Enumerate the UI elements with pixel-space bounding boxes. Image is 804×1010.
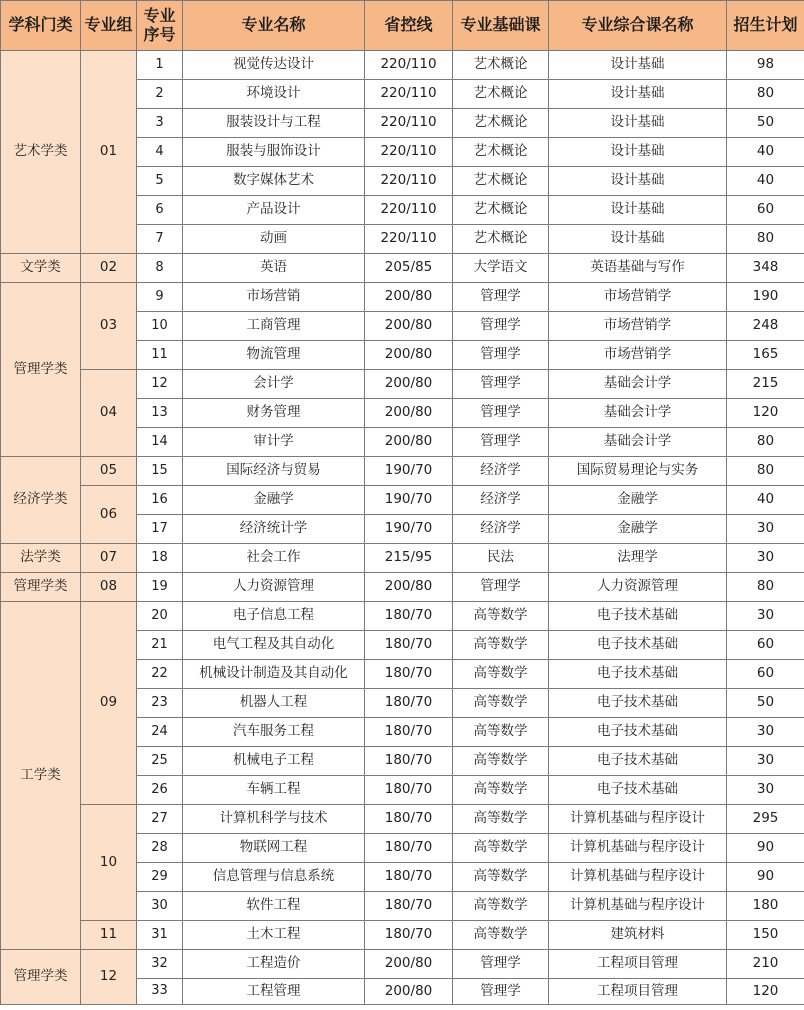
comprehensive-course-cell: 国际贸易理论与实务 xyxy=(549,457,727,486)
group-cell: 09 xyxy=(81,602,137,805)
seq-cell: 6 xyxy=(137,196,183,225)
seq-cell: 24 xyxy=(137,718,183,747)
control-line-cell: 200/80 xyxy=(365,312,453,341)
category-cell: 管理学类 xyxy=(1,283,81,457)
seq-cell: 3 xyxy=(137,109,183,138)
enrollment-plan-cell: 248 xyxy=(727,312,804,341)
basic-course-cell: 高等数学 xyxy=(453,631,549,660)
comprehensive-course-cell: 电子技术基础 xyxy=(549,660,727,689)
table-body xyxy=(1,51,804,1005)
comprehensive-course-cell: 金融学 xyxy=(549,515,727,544)
basic-course-cell: 高等数学 xyxy=(453,805,549,834)
table-row xyxy=(1,921,804,950)
control-line-cell: 180/70 xyxy=(365,921,453,950)
enrollment-plan-cell: 30 xyxy=(727,747,804,776)
header-row xyxy=(1,1,804,51)
major-cell: 市场营销 xyxy=(183,283,365,312)
basic-course-cell: 艺术概论 xyxy=(453,225,549,254)
basic-course-cell: 管理学 xyxy=(453,341,549,370)
major-cell: 电气工程及其自动化 xyxy=(183,631,365,660)
seq-cell: 8 xyxy=(137,254,183,283)
control-line-cell: 180/70 xyxy=(365,805,453,834)
enrollment-plan-cell: 60 xyxy=(727,196,804,225)
comprehensive-course-cell: 电子技术基础 xyxy=(549,747,727,776)
seq-cell: 33 xyxy=(137,979,183,1005)
seq-cell: 31 xyxy=(137,921,183,950)
control-line-cell: 190/70 xyxy=(365,457,453,486)
seq-cell: 26 xyxy=(137,776,183,805)
category-cell: 文学类 xyxy=(1,254,81,283)
comprehensive-course-cell: 人力资源管理 xyxy=(549,573,727,602)
major-cell: 动画 xyxy=(183,225,365,254)
enrollment-plan-cell: 60 xyxy=(727,660,804,689)
comprehensive-course-cell: 金融学 xyxy=(549,486,727,515)
seq-cell: 15 xyxy=(137,457,183,486)
major-cell: 国际经济与贸易 xyxy=(183,457,365,486)
group-cell: 03 xyxy=(81,283,137,370)
major-cell: 产品设计 xyxy=(183,196,365,225)
major-cell: 工程管理 xyxy=(183,979,365,1005)
table-row xyxy=(1,254,804,283)
basic-course-cell: 高等数学 xyxy=(453,834,549,863)
basic-course-cell: 经济学 xyxy=(453,457,549,486)
group-cell: 04 xyxy=(81,370,137,457)
category-cell: 经济学类 xyxy=(1,457,81,544)
table-row xyxy=(1,602,804,631)
basic-course-cell: 艺术概论 xyxy=(453,51,549,80)
enrollment-plan-cell: 210 xyxy=(727,950,804,979)
basic-course-cell: 艺术概论 xyxy=(453,196,549,225)
control-line-cell: 220/110 xyxy=(365,138,453,167)
comprehensive-course-cell: 工程项目管理 xyxy=(549,950,727,979)
enrollment-plan-cell: 90 xyxy=(727,863,804,892)
seq-cell: 16 xyxy=(137,486,183,515)
basic-course-cell: 管理学 xyxy=(453,312,549,341)
major-cell: 工商管理 xyxy=(183,312,365,341)
seq-cell: 12 xyxy=(137,370,183,399)
seq-cell: 30 xyxy=(137,892,183,921)
header-seq xyxy=(137,1,183,51)
comprehensive-course-cell: 电子技术基础 xyxy=(549,776,727,805)
header-enrollment-plan: 招生计划 xyxy=(727,1,804,51)
enrollment-plan-cell: 30 xyxy=(727,515,804,544)
enrollment-plan-cell: 50 xyxy=(727,109,804,138)
seq-cell: 23 xyxy=(137,689,183,718)
enrollment-plan-cell: 80 xyxy=(727,573,804,602)
seq-cell: 10 xyxy=(137,312,183,341)
major-cell: 环境设计 xyxy=(183,80,365,109)
category-cell: 工学类 xyxy=(1,602,81,950)
control-line-cell: 220/110 xyxy=(365,225,453,254)
group-cell: 07 xyxy=(81,544,137,573)
basic-course-cell: 管理学 xyxy=(453,370,549,399)
control-line-cell: 190/70 xyxy=(365,515,453,544)
table-row xyxy=(1,950,804,979)
control-line-cell: 200/80 xyxy=(365,979,453,1005)
seq-cell: 22 xyxy=(137,660,183,689)
enrollment-plan-cell: 30 xyxy=(727,718,804,747)
enrollment-plan-cell: 40 xyxy=(727,486,804,515)
category-cell: 管理学类 xyxy=(1,950,81,1005)
table-row xyxy=(1,486,804,515)
enrollment-plan-cell: 40 xyxy=(727,138,804,167)
major-cell: 计算机科学与技术 xyxy=(183,805,365,834)
control-line-cell: 205/85 xyxy=(365,254,453,283)
table-header xyxy=(1,1,804,51)
major-cell: 会计学 xyxy=(183,370,365,399)
major-cell: 金融学 xyxy=(183,486,365,515)
basic-course-cell: 高等数学 xyxy=(453,660,549,689)
header-basic-course: 专业基础课 xyxy=(453,1,549,51)
major-cell: 土木工程 xyxy=(183,921,365,950)
enrollment-plan-cell: 295 xyxy=(727,805,804,834)
basic-course-cell: 高等数学 xyxy=(453,747,549,776)
enrollment-plan-cell: 120 xyxy=(727,399,804,428)
comprehensive-course-cell: 设计基础 xyxy=(549,225,727,254)
control-line-cell: 200/80 xyxy=(365,573,453,602)
group-cell: 11 xyxy=(81,921,137,950)
basic-course-cell: 高等数学 xyxy=(453,892,549,921)
comprehensive-course-cell: 建筑材料 xyxy=(549,921,727,950)
group-cell: 10 xyxy=(81,805,137,921)
control-line-cell: 180/70 xyxy=(365,863,453,892)
control-line-cell: 200/80 xyxy=(365,950,453,979)
control-line-cell: 180/70 xyxy=(365,631,453,660)
seq-cell: 7 xyxy=(137,225,183,254)
comprehensive-course-cell: 基础会计学 xyxy=(549,399,727,428)
seq-cell: 14 xyxy=(137,428,183,457)
control-line-cell: 220/110 xyxy=(365,109,453,138)
seq-cell: 9 xyxy=(137,283,183,312)
header-comprehensive-course: 专业综合课名称 xyxy=(549,1,727,51)
major-cell: 数字媒体艺术 xyxy=(183,167,365,196)
table-row xyxy=(1,573,804,602)
control-line-cell: 180/70 xyxy=(365,689,453,718)
category-cell: 艺术学类 xyxy=(1,51,81,254)
table-row xyxy=(1,51,804,80)
control-line-cell: 220/110 xyxy=(365,80,453,109)
group-cell: 06 xyxy=(81,486,137,544)
comprehensive-course-cell: 计算机基础与程序设计 xyxy=(549,892,727,921)
control-line-cell: 200/80 xyxy=(365,341,453,370)
enrollment-plan-cell: 30 xyxy=(727,544,804,573)
major-cell: 机械设计制造及其自动化 xyxy=(183,660,365,689)
major-cell: 软件工程 xyxy=(183,892,365,921)
seq-cell: 25 xyxy=(137,747,183,776)
control-line-cell: 200/80 xyxy=(365,428,453,457)
seq-cell: 2 xyxy=(137,80,183,109)
basic-course-cell: 大学语文 xyxy=(453,254,549,283)
group-cell: 05 xyxy=(81,457,137,486)
enrollment-plan-cell: 30 xyxy=(727,602,804,631)
basic-course-cell: 高等数学 xyxy=(453,718,549,747)
control-line-cell: 220/110 xyxy=(365,167,453,196)
table-row xyxy=(1,544,804,573)
comprehensive-course-cell: 法理学 xyxy=(549,544,727,573)
comprehensive-course-cell: 电子技术基础 xyxy=(549,602,727,631)
table-row xyxy=(1,805,804,834)
major-cell: 服装与服饰设计 xyxy=(183,138,365,167)
control-line-cell: 190/70 xyxy=(365,486,453,515)
basic-course-cell: 高等数学 xyxy=(453,776,549,805)
comprehensive-course-cell: 设计基础 xyxy=(549,167,727,196)
enrollment-plan-cell: 348 xyxy=(727,254,804,283)
header-group: 专业组 xyxy=(81,1,137,51)
comprehensive-course-cell: 计算机基础与程序设计 xyxy=(549,805,727,834)
seq-cell: 13 xyxy=(137,399,183,428)
enrollment-plan-cell: 180 xyxy=(727,892,804,921)
major-cell: 社会工作 xyxy=(183,544,365,573)
seq-cell: 32 xyxy=(137,950,183,979)
major-cell: 审计学 xyxy=(183,428,365,457)
basic-course-cell: 高等数学 xyxy=(453,921,549,950)
basic-course-cell: 管理学 xyxy=(453,399,549,428)
basic-course-cell: 经济学 xyxy=(453,515,549,544)
basic-course-cell: 管理学 xyxy=(453,283,549,312)
control-line-cell: 220/110 xyxy=(365,196,453,225)
basic-course-cell: 高等数学 xyxy=(453,863,549,892)
major-cell: 物联网工程 xyxy=(183,834,365,863)
comprehensive-course-cell: 计算机基础与程序设计 xyxy=(549,863,727,892)
comprehensive-course-cell: 设计基础 xyxy=(549,109,727,138)
table-row xyxy=(1,457,804,486)
table-row xyxy=(1,370,804,399)
comprehensive-course-cell: 电子技术基础 xyxy=(549,631,727,660)
enrollment-plan-cell: 120 xyxy=(727,979,804,1005)
basic-course-cell: 高等数学 xyxy=(453,602,549,631)
comprehensive-course-cell: 设计基础 xyxy=(549,196,727,225)
control-line-cell: 180/70 xyxy=(365,747,453,776)
header-control-line: 省控线 xyxy=(365,1,453,51)
basic-course-cell: 经济学 xyxy=(453,486,549,515)
comprehensive-course-cell: 市场营销学 xyxy=(549,312,727,341)
seq-cell: 29 xyxy=(137,863,183,892)
seq-cell: 1 xyxy=(137,51,183,80)
basic-course-cell: 管理学 xyxy=(453,573,549,602)
basic-course-cell: 管理学 xyxy=(453,979,549,1005)
header-category: 学科门类 xyxy=(1,1,81,51)
group-cell: 01 xyxy=(81,51,137,254)
seq-cell: 27 xyxy=(137,805,183,834)
enrollment-plan-cell: 30 xyxy=(727,776,804,805)
seq-cell: 5 xyxy=(137,167,183,196)
comprehensive-course-cell: 英语基础与写作 xyxy=(549,254,727,283)
enrollment-plan-cell: 80 xyxy=(727,225,804,254)
header-major: 专业名称 xyxy=(183,1,365,51)
enrollment-plan-cell: 40 xyxy=(727,167,804,196)
enrollment-plan-cell: 60 xyxy=(727,631,804,660)
comprehensive-course-cell: 电子技术基础 xyxy=(549,718,727,747)
major-cell: 英语 xyxy=(183,254,365,283)
major-cell: 机械电子工程 xyxy=(183,747,365,776)
major-cell: 经济统计学 xyxy=(183,515,365,544)
major-cell: 车辆工程 xyxy=(183,776,365,805)
major-cell: 财务管理 xyxy=(183,399,365,428)
major-cell: 电子信息工程 xyxy=(183,602,365,631)
control-line-cell: 180/70 xyxy=(365,718,453,747)
basic-course-cell: 高等数学 xyxy=(453,689,549,718)
control-line-cell: 180/70 xyxy=(365,776,453,805)
control-line-cell: 200/80 xyxy=(365,370,453,399)
comprehensive-course-cell: 计算机基础与程序设计 xyxy=(549,834,727,863)
major-cell: 服装设计与工程 xyxy=(183,109,365,138)
enrollment-plan-cell: 80 xyxy=(727,457,804,486)
header-seq-line1: 专业 xyxy=(143,6,176,26)
category-cell: 管理学类 xyxy=(1,573,81,602)
comprehensive-course-cell: 市场营销学 xyxy=(549,341,727,370)
enrollment-plan-cell: 190 xyxy=(727,283,804,312)
major-cell: 视觉传达设计 xyxy=(183,51,365,80)
enrollment-plan-cell: 80 xyxy=(727,428,804,457)
enrollment-plan-cell: 150 xyxy=(727,921,804,950)
seq-cell: 11 xyxy=(137,341,183,370)
major-cell: 机器人工程 xyxy=(183,689,365,718)
category-cell: 法学类 xyxy=(1,544,81,573)
seq-cell: 28 xyxy=(137,834,183,863)
control-line-cell: 180/70 xyxy=(365,602,453,631)
basic-course-cell: 管理学 xyxy=(453,428,549,457)
enrollment-plan-cell: 98 xyxy=(727,51,804,80)
control-line-cell: 180/70 xyxy=(365,660,453,689)
seq-cell: 4 xyxy=(137,138,183,167)
header-seq-line2: 序号 xyxy=(143,24,176,44)
table-row xyxy=(1,283,804,312)
control-line-cell: 220/110 xyxy=(365,51,453,80)
seq-cell: 19 xyxy=(137,573,183,602)
enrollment-plan-cell: 215 xyxy=(727,370,804,399)
control-line-cell: 180/70 xyxy=(365,834,453,863)
comprehensive-course-cell: 基础会计学 xyxy=(549,370,727,399)
major-cell: 物流管理 xyxy=(183,341,365,370)
major-cell: 汽车服务工程 xyxy=(183,718,365,747)
group-cell: 12 xyxy=(81,950,137,1005)
control-line-cell: 180/70 xyxy=(365,892,453,921)
basic-course-cell: 艺术概论 xyxy=(453,138,549,167)
enrollment-plan-cell: 80 xyxy=(727,80,804,109)
comprehensive-course-cell: 市场营销学 xyxy=(549,283,727,312)
basic-course-cell: 民法 xyxy=(453,544,549,573)
basic-course-cell: 管理学 xyxy=(453,950,549,979)
seq-cell: 18 xyxy=(137,544,183,573)
basic-course-cell: 艺术概论 xyxy=(453,109,549,138)
comprehensive-course-cell: 工程项目管理 xyxy=(549,979,727,1005)
comprehensive-course-cell: 设计基础 xyxy=(549,80,727,109)
seq-cell: 20 xyxy=(137,602,183,631)
control-line-cell: 200/80 xyxy=(365,283,453,312)
comprehensive-course-cell: 设计基础 xyxy=(549,51,727,80)
group-cell: 08 xyxy=(81,573,137,602)
enrollment-plan-cell: 90 xyxy=(727,834,804,863)
seq-cell: 21 xyxy=(137,631,183,660)
major-cell: 人力资源管理 xyxy=(183,573,365,602)
seq-cell: 17 xyxy=(137,515,183,544)
enrollment-plan-cell: 50 xyxy=(727,689,804,718)
major-cell: 工程造价 xyxy=(183,950,365,979)
basic-course-cell: 艺术概论 xyxy=(453,80,549,109)
major-cell: 信息管理与信息系统 xyxy=(183,863,365,892)
control-line-cell: 200/80 xyxy=(365,399,453,428)
comprehensive-course-cell: 电子技术基础 xyxy=(549,689,727,718)
control-line-cell: 215/95 xyxy=(365,544,453,573)
enrollment-plan-cell: 165 xyxy=(727,341,804,370)
comprehensive-course-cell: 设计基础 xyxy=(549,138,727,167)
basic-course-cell: 艺术概论 xyxy=(453,167,549,196)
group-cell: 02 xyxy=(81,254,137,283)
comprehensive-course-cell: 基础会计学 xyxy=(549,428,727,457)
